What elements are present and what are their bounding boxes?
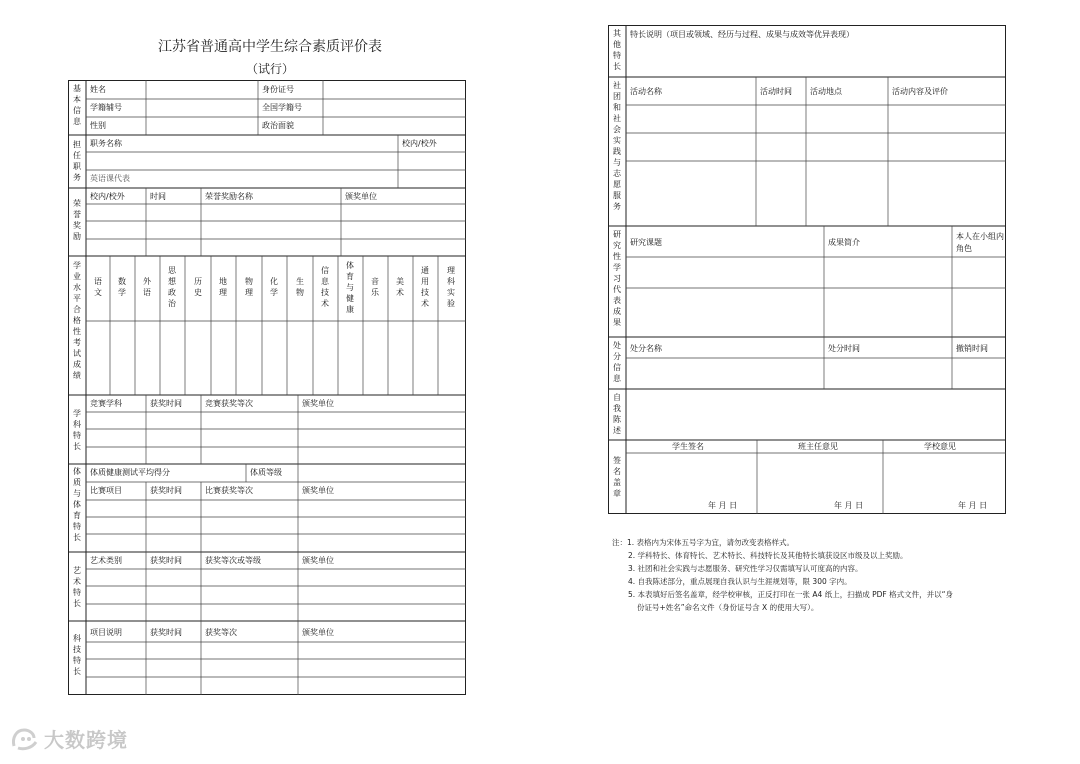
position-example: 英语课代表 [90, 174, 130, 183]
research-col-role: 本人在小组内角色 [956, 232, 1004, 253]
form-subtitle: （试行） [245, 62, 294, 76]
subject-science-lab: 理 科 实 验 [447, 266, 455, 308]
section-academic: 学 科 特 长 [73, 409, 81, 451]
section-sign: 签 名 盖 章 [613, 456, 621, 498]
academic-col-time: 获奖时间 [150, 399, 182, 408]
section-tech: 科 技 特 长 [73, 634, 81, 676]
watermark-text: 大数跨境 [44, 728, 128, 752]
sports-score: 体质健康测试平均得分 [90, 468, 170, 477]
sports-col-level: 比赛获奖等次 [205, 486, 253, 495]
label-position-title: 职务名称 [90, 139, 122, 148]
subject-it: 信 息 技 术 [321, 266, 329, 308]
section-activities: 社 团 和 社 会 实 践 与 志 愿 服 务 [613, 81, 621, 211]
note-1: 注：1. 表格内为宋体五号字为宜，请勿改变表格样式。 [612, 538, 795, 547]
note-3: 3. 社团和社会实践与志愿服务、研究性学习仅需填写认可度高的内容。 [628, 564, 863, 573]
subject-politics: 思 想 政 治 [168, 266, 176, 308]
subject-history: 历 史 [194, 277, 202, 297]
academic-col-subject: 竞赛学科 [90, 399, 122, 408]
sports-grade: 体质等级 [250, 468, 282, 477]
research-col-topic: 研究课题 [630, 238, 662, 247]
watermark-logo-icon [10, 726, 40, 752]
note-5: 5. 本表填好后签名盖章，经学校审核，正反打印在一张 A4 纸上，扫描成 PDF 格式文件，并以“身 [628, 590, 953, 599]
subject-math: 数 学 [118, 277, 126, 297]
subject-foreign: 外 语 [143, 277, 151, 297]
section-self: 自 我 陈 述 [613, 393, 621, 435]
section-positions: 担 任 职 务 [73, 140, 81, 182]
section-arts: 艺 术 特 长 [73, 566, 81, 608]
activities-col-name: 活动名称 [630, 87, 662, 96]
form-title: 江苏省普通高中学生综合素质评价表 [158, 39, 382, 55]
tech-col-level: 获奖等次 [205, 628, 237, 637]
section-honors: 荣 誉 奖 励 [73, 199, 81, 241]
academic-col-unit: 颁奖单位 [302, 399, 334, 408]
activities-col-time: 活动时间 [760, 87, 792, 96]
note-2: 2. 学科特长、体育特长、艺术特长、科技特长及其他特长填获设区市级及以上奖励。 [628, 551, 908, 560]
sign-date-student: 年 月 日 [708, 501, 738, 510]
sign-date-teacher: 年 月 日 [834, 501, 864, 510]
discipline-col-name: 处分名称 [630, 344, 662, 353]
section-basic-info: 基 本 信 息 [73, 84, 81, 126]
label-gender: 性别 [90, 121, 106, 130]
subject-general-tech: 通 用 技 术 [421, 266, 429, 308]
activities-col-content: 活动内容及评价 [892, 87, 948, 96]
section-discipline: 处 分 信 息 [613, 341, 621, 383]
tech-col-desc: 项目说明 [90, 628, 122, 637]
label-political: 政治面貌 [262, 121, 294, 130]
arts-col-unit: 颁奖单位 [302, 556, 334, 565]
subject-pe: 体 育 与 健 康 [346, 261, 354, 314]
section-exams: 学 业 水 平 合 格 性 考 试 成 绩 [73, 261, 81, 380]
honors-col-time: 时间 [150, 192, 166, 201]
discipline-col-time: 处分时间 [828, 344, 860, 353]
label-national-no: 全国学籍号 [262, 103, 302, 112]
arts-col-category: 艺术类别 [90, 556, 122, 565]
subject-physics: 物 理 [245, 277, 253, 297]
sign-col-school: 学校意见 [924, 442, 956, 451]
label-name: 姓名 [90, 85, 106, 94]
honors-col-unit: 颁奖单位 [345, 192, 377, 201]
sign-col-teacher: 班主任意见 [798, 442, 838, 451]
other-desc: 特长说明（项目或领域、经历与过程、成果与成效等优异表现） [630, 30, 854, 39]
label-id-no: 身份证号 [262, 85, 294, 94]
honors-col-inout: 校内/校外 [90, 192, 125, 201]
arts-col-time: 获奖时间 [150, 556, 182, 565]
section-research: 研 究 性 学 习 代 表 成 果 [613, 230, 621, 327]
sports-col-unit: 颁奖单位 [302, 486, 334, 495]
honors-col-name: 荣誉奖励名称 [205, 192, 253, 201]
left-table-lines [68, 80, 466, 696]
subject-music: 音 乐 [371, 277, 379, 297]
left-form-table [68, 80, 466, 696]
subject-art: 美 术 [396, 277, 404, 297]
tech-col-time: 获奖时间 [150, 628, 182, 637]
subject-geography: 地 理 [219, 277, 227, 297]
academic-col-level: 竞赛获奖等次 [205, 399, 253, 408]
tech-col-unit: 颁奖单位 [302, 628, 334, 637]
label-position-inout: 校内/校外 [402, 139, 437, 148]
notes [612, 536, 1022, 614]
subject-chemistry: 化 学 [270, 277, 278, 297]
section-other: 其 他 特 长 [613, 29, 621, 71]
research-col-summary: 成果简介 [828, 238, 860, 247]
right-page [540, 0, 1080, 764]
right-form-table [608, 25, 1006, 515]
label-school-no: 学籍辅号 [90, 103, 122, 112]
arts-col-level: 获奖等次或等级 [205, 556, 261, 565]
section-sports: 体 质 与 体 育 特 长 [73, 467, 81, 542]
subject-biology: 生 物 [296, 277, 304, 297]
sports-col-item: 比赛项目 [90, 486, 122, 495]
note-4: 4. 自我陈述部分，重点展现自我认识与生涯规划等，限 300 字内。 [628, 577, 852, 586]
subject-chinese: 语 文 [94, 277, 102, 297]
activities-col-place: 活动地点 [810, 87, 842, 96]
sign-date-school: 年 月 日 [958, 501, 988, 510]
note-6: 份证号+姓名”命名文件（身份证号含 X 的使用大写）。 [637, 603, 819, 612]
discipline-col-revoke: 撤销时间 [956, 344, 988, 353]
sports-col-time: 获奖时间 [150, 486, 182, 495]
sign-col-student: 学生签名 [672, 442, 704, 451]
